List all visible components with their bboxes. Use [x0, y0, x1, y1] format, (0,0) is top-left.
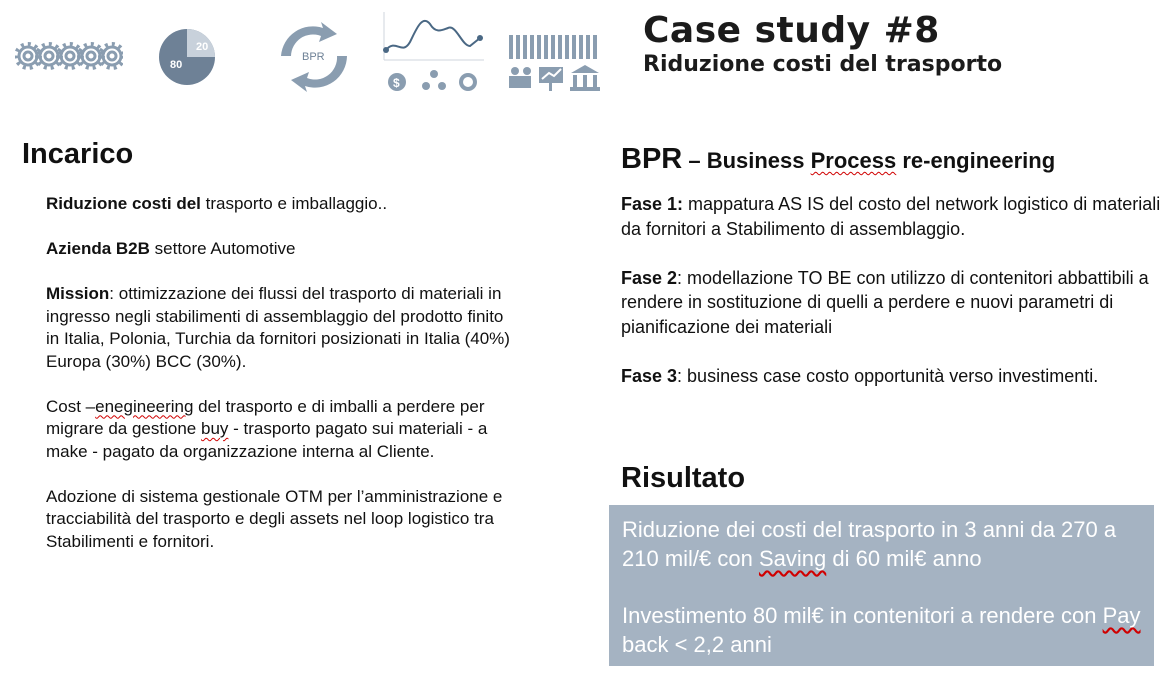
- pie-small-label: 20: [196, 41, 209, 53]
- risultato-paragraph-1: Riduzione dei costi del trasporto in 3 anni da 270 a 210 mil/€ con Saving di 60 mil€ anno: [622, 517, 1117, 571]
- bar-strip-icon: [507, 33, 603, 97]
- fase-1: Fase 1: mappatura AS IS del costo del network logistico di materiali da fornitori a Stabilimento di assemblaggio.: [621, 194, 1161, 239]
- incarico-paragraph-3: Mission: ottimizzazione dei flussi del trasporto di materiali in ingresso negli stabilimenti di assemblaggio del prodotto finito in Italia, Polonia, Turchia da fornitori posizionati in Italia (40%) Europa (30%) BCC (30%).: [46, 284, 510, 371]
- fase-2: Fase 2: modellazione TO BE con utilizzo di contenitori abbattibili a rendere in sostituzione di quelli a perdere e nuovi parametri di pianificazione dei materiali: [621, 267, 1149, 337]
- risultato-heading: Risultato: [621, 462, 746, 494]
- incarico-body: [46, 193, 516, 576]
- page-title: Case study #8: [643, 10, 940, 51]
- incarico-paragraph-2: Azienda B2B settore Automotive: [46, 239, 296, 258]
- incarico-paragraph-1: Riduzione costi del trasporto e imballaggio..: [46, 194, 388, 213]
- incarico-paragraph-5: Adozione di sistema gestionale OTM per l’amministrazione e tracciabilità del trasporto e degli assets nel loop logistico tra Stabilimenti e fornitori.: [46, 486, 503, 551]
- bpr-body: [621, 192, 1171, 413]
- bpr-cycle-icon: [275, 22, 353, 92]
- dollar-icon: $: [393, 76, 400, 90]
- gears-icon: [15, 34, 123, 78]
- page-subtitle: Riduzione costi del trasporto: [643, 52, 1003, 77]
- incarico-heading: Incarico: [22, 138, 134, 170]
- fase-3: Fase 3: business case costo opportunità verso investimenti.: [621, 365, 1099, 386]
- pie-large-label: 80: [170, 59, 183, 71]
- pie-chart-icon: [158, 28, 218, 86]
- line-chart-icon: [382, 12, 486, 98]
- bpr-heading: BPR – Business Process re-engineering: [621, 143, 1056, 175]
- risultato-paragraph-2: Investimento 80 mil€ in contenitori a rendere con Pay back < 2,2 anni: [622, 603, 1141, 657]
- risultato-box: [609, 505, 1154, 666]
- incarico-paragraph-4: Cost –enegineering del trasporto e di imballi a perdere per migrare da gestione buy - trasporto pagato sui materiali - a make - pagato da organizzazione interna al Cliente.: [46, 396, 488, 461]
- bpr-icon-label: BPR: [302, 51, 325, 63]
